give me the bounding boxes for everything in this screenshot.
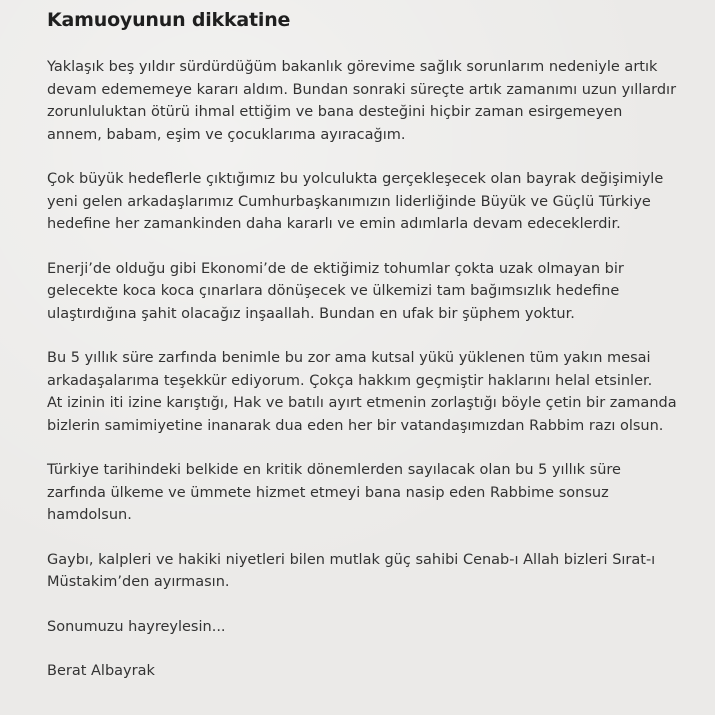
text-line: bizlerin samimiyetine inanarak dua eden her bir vatandaşımızdan Rabbim razı olsun.: [47, 417, 664, 434]
document-title: Kamuoyunun dikkatine: [47, 9, 291, 31]
text-line: hamdolsun.: [47, 507, 132, 523]
text-line: yeni gelen arkadaşlarımız Cumhurbaşkanımızın liderliğinde Büyük ve Güçlü Türkiye: [47, 193, 651, 210]
text-line: annem, babam, eşim ve çocuklarıma ayıracağım.: [47, 126, 406, 143]
paragraph-1: [47, 56, 695, 146]
paragraph-7: [47, 616, 695, 639]
text-line: Çok büyük hedeflerle çıktığımız bu yolculukta gerçekleşecek olan bayrak değişimiyle: [47, 171, 664, 187]
text-line: gelecekte koca koca çınarlara dönüşecek ve ülkemizi tam bağımsızlık hedefine: [47, 283, 620, 299]
paragraph-4: [47, 347, 695, 437]
text-line: devam edememeye kararı aldım. Bundan sonraki süreçte artık zamanımı uzun yıllardır: [47, 81, 677, 98]
text-line: Gaybı, kalpleri ve hakiki niyetleri bilen mutlak güç sahibi Cenab-ı Allah bizleri Sırat-ı: [47, 551, 656, 568]
paragraph-5: [47, 459, 695, 527]
signature: Berat Albayrak: [47, 663, 155, 679]
text-line: zarfında ülkeme ve ümmete hizmet etmeyi bana nasip eden Rabbime sonsuz: [47, 484, 609, 501]
text-line: Sonumuzu hayreylesin...: [47, 618, 226, 635]
text-line: Enerji’de olduğu gibi Ekonomi’de de ektiğimiz tohumlar çokta uzak olmayan bir: [47, 260, 624, 277]
text-line: Türkiye tarihindeki belkide en kritik dönemlerden sayılacak olan bu 5 yıllık süre: [47, 462, 621, 478]
text-line: At izinin iti izine karıştığı, Hak ve batılı ayırt etmenin zorlaştığı böyle çetin bir zamanda: [47, 395, 677, 411]
text-line: Müstakim’den ayırmasın.: [47, 574, 230, 590]
text-line: Yaklaşık beş yıldır sürdürdüğüm bakanlık görevime sağlık sorunlarım nedeniyle artık: [47, 59, 658, 75]
text-line: zorunluluktan ötürü ihmal ettiğim ve bana desteğini hiçbir zaman esirgemeyen: [47, 104, 623, 120]
text-line: Bu 5 yıllık süre zarfında benimle bu zor ama kutsal yükü yüklenen tüm yakın mesai: [47, 350, 651, 366]
paragraph-6: [47, 549, 695, 594]
text-line: ulaştırdığına şahit olacağız inşaallah. Bundan en ufak bir şüphem yoktur.: [47, 305, 575, 322]
paragraph-2: [47, 168, 695, 236]
paragraph-3: [47, 258, 695, 326]
text-line: hedefine her zamankinden daha kararlı ve emin adımlarla devam edeceklerdir.: [47, 216, 621, 232]
text-line: arkadaşalarıma teşekkür ediyorum. Çokça hakkım geçmiştir haklarını helal etsinler.: [47, 372, 653, 389]
